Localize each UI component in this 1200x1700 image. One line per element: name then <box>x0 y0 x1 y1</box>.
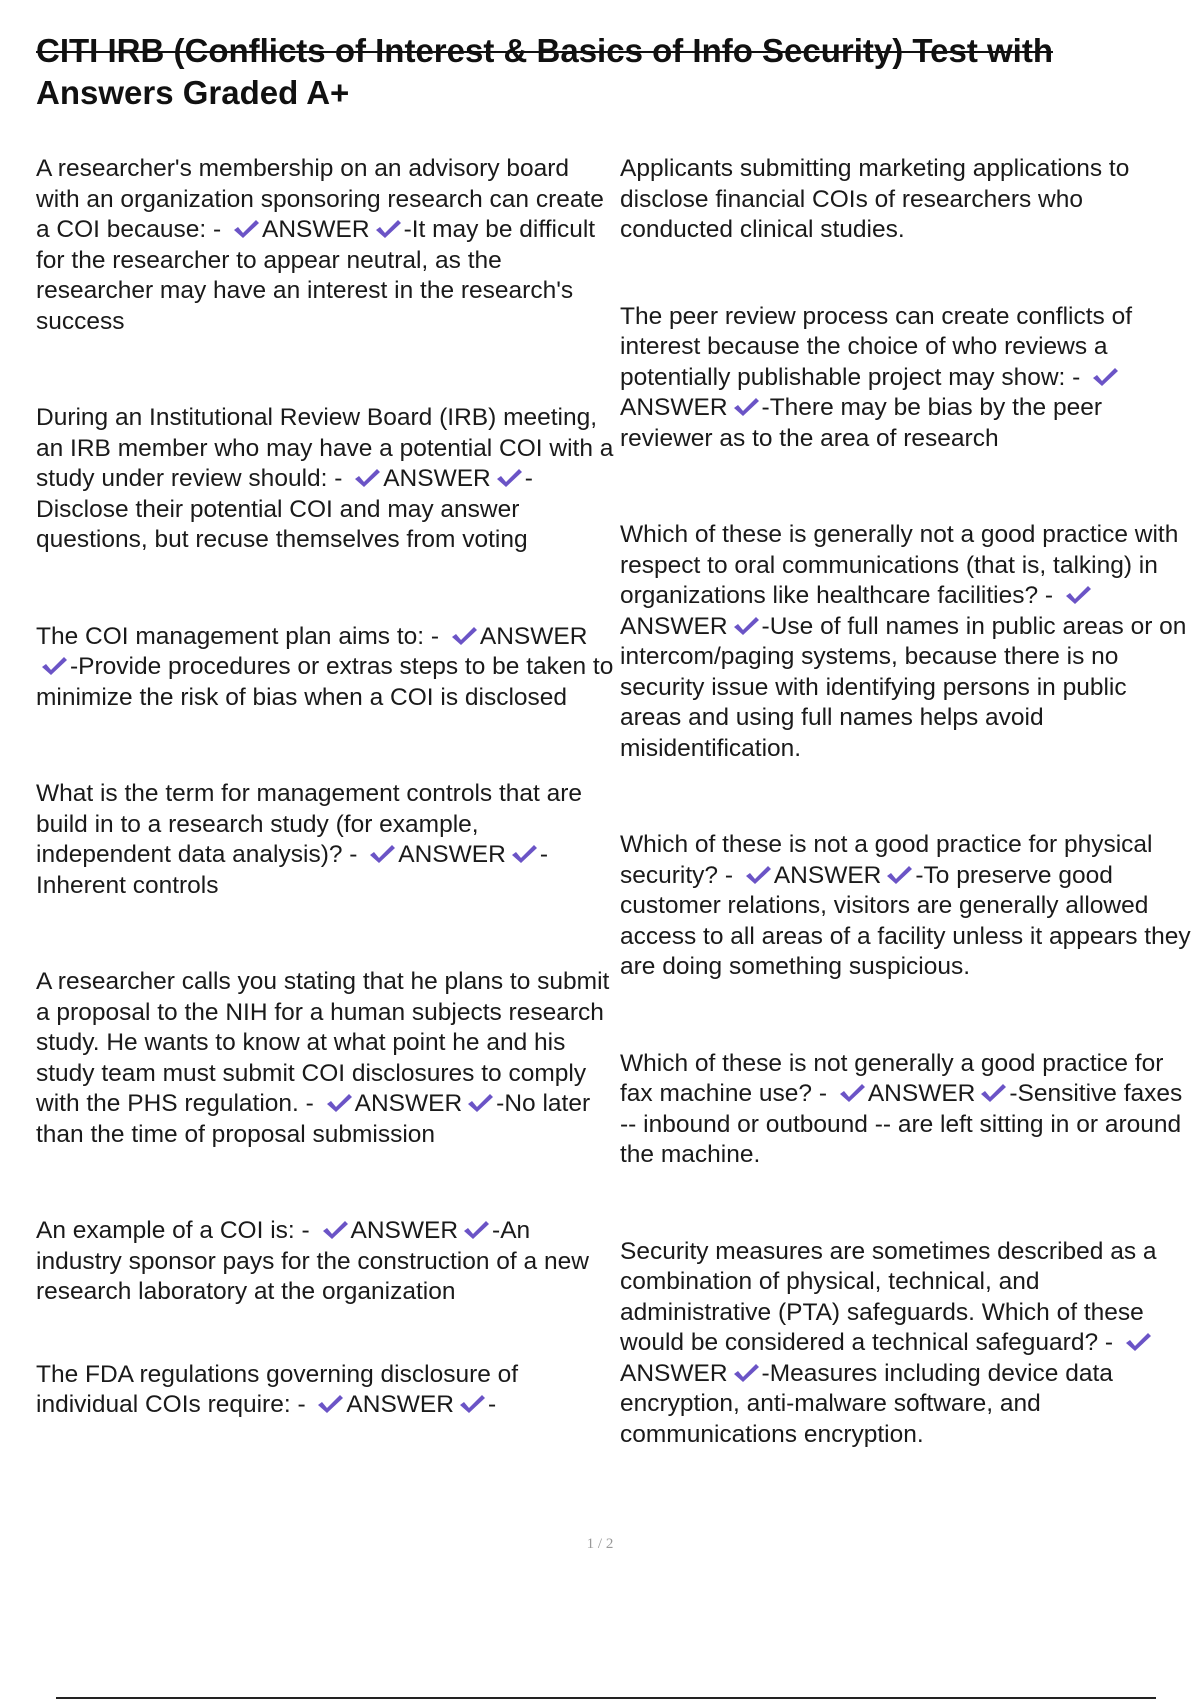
qa-answer: - <box>487 1391 497 1418</box>
checkmark-icon <box>495 467 523 489</box>
bottom-divider <box>56 1697 1156 1699</box>
qa-answer: -No later than the time of proposal submission <box>36 1090 591 1148</box>
qa-question: A researcher calls you stating that he plans to submit a proposal to the NIH for a human subjects research study. He wants to know at what point he and his study team must submit COI disclosures to comply with the PHS regulation. - <box>36 968 610 1117</box>
answer-label: ANSWER <box>479 622 588 650</box>
qa-answer: -Disclose their potential COI and may answer questions, but recuse themselves from voting <box>36 465 533 553</box>
answer-label: ANSWER <box>398 841 506 868</box>
qa-question: Which of these is not generally a good practice for fax machine use? - <box>620 1049 1164 1107</box>
qa-item <box>36 154 614 337</box>
checkmark-icon <box>732 396 760 418</box>
checkmark-icon <box>462 1219 490 1241</box>
qa-question: Which of these is generally not a good practice with respect to oral communications (that is, talking) in organizations like healthcare facilities? - <box>620 521 1179 609</box>
qa-item <box>36 779 614 901</box>
qa-question: The COI management plan aims to: - <box>36 622 440 650</box>
qa-question: Which of these is not a good practice for physical security? - <box>620 831 1153 889</box>
qa-item <box>36 1216 614 1308</box>
page-title <box>36 30 1166 114</box>
right-column <box>620 154 1192 1450</box>
qa-item <box>620 520 1192 764</box>
checkmark-icon <box>368 843 396 865</box>
qa-item <box>36 1360 614 1421</box>
qa-item <box>620 154 1192 246</box>
qa-question: An example of a COI is: - <box>36 1217 310 1244</box>
qa-item <box>36 622 614 714</box>
answer-label: ANSWER <box>773 861 882 889</box>
qa-question: What is the term for management controls that are build in to a research study (for example, independent data analysis)? - <box>36 780 583 868</box>
qa-question: Security measures are sometimes described as a combination of physical, technical, and administrative (PTA) safeguards. Which of these would be considered a technical safeguard? - <box>620 1237 1157 1356</box>
checkmark-icon <box>1091 366 1119 388</box>
left-column <box>36 154 614 1421</box>
qa-answer: -Sensitive faxes -- inbound or outbound -- are left sitting in or around the machine. <box>620 1080 1183 1168</box>
checkmark-icon <box>744 864 772 886</box>
checkmark-icon <box>40 655 68 677</box>
answer-label: ANSWER <box>620 394 728 421</box>
checkmark-icon <box>232 218 260 240</box>
qa-answer: -Measures including device data encryption, anti-malware software, and communications encryption. <box>620 1359 1113 1448</box>
qa-question: A researcher's membership on an advisory board with an organization sponsoring research can create a COI because: - <box>36 155 604 243</box>
qa-question: The FDA regulations governing disclosure of individual COIs require: - <box>36 1360 519 1418</box>
checkmark-icon <box>732 615 760 637</box>
answer-label: ANSWER <box>620 612 728 640</box>
qa-answer: -Use of full names in public areas or on intercom/paging systems, because there is no security issue with identifying persons in public areas and using full names helps avoid misidentification. <box>620 612 1187 762</box>
qa-text: Applicants submitting marketing applications to disclose financial COIs of researchers who conducted clinical studies. <box>620 155 1130 243</box>
checkmark-icon <box>353 467 381 489</box>
title-line-1: CITI IRB (Conflicts of Interest & Basics of Info Security) Test with <box>36 32 1053 69</box>
qa-item <box>36 967 614 1150</box>
page-number: 1 / 2 <box>586 1536 614 1552</box>
checkmark-icon <box>979 1082 1007 1104</box>
qa-answer: -An industry sponsor pays for the construction of a new research laboratory at the organization <box>36 1217 589 1305</box>
answer-label: ANSWER <box>354 1090 463 1117</box>
qa-answer: -It may be difficult for the researcher to appear neutral, as the researcher may have an interest in the research's success <box>36 216 596 335</box>
checkmark-icon <box>321 1219 349 1241</box>
checkmark-icon <box>1064 584 1092 606</box>
qa-item <box>620 1049 1192 1171</box>
checkmark-icon <box>316 1393 344 1415</box>
qa-question: The peer review process can create conflicts of interest because the choice of who reviews a potentially publishable project may show: - <box>620 302 1133 391</box>
qa-item <box>620 830 1192 983</box>
answer-label: ANSWER <box>346 1391 454 1418</box>
qa-item <box>620 302 1192 455</box>
answer-label: ANSWER <box>620 1359 728 1387</box>
title-line-2: Answers Graded A+ <box>36 74 350 111</box>
answer-label: ANSWER <box>383 465 491 492</box>
checkmark-icon <box>732 1362 760 1384</box>
qa-answer: -There may be bias by the peer reviewer as to the area of research <box>620 394 1102 452</box>
qa-answer: -Provide procedures or extras steps to be taken to minimize the risk of bias when a COI is disclosed <box>36 653 614 711</box>
checkmark-icon <box>450 625 478 647</box>
checkmark-icon <box>885 864 913 886</box>
answer-label: ANSWER <box>350 1217 459 1244</box>
qa-item <box>620 1237 1192 1451</box>
checkmark-icon <box>374 218 402 240</box>
qa-answer: -Inherent controls <box>36 841 548 899</box>
qa-answer: -To preserve good customer relations, visitors are generally allowed access to all areas of a facility unless it appears they are doing something suspicious. <box>620 861 1191 980</box>
qa-item <box>36 403 614 556</box>
checkmark-icon <box>325 1092 353 1114</box>
qa-question: During an Institutional Review Board (IRB) meeting, an IRB member who may have a potential COI with a study under review should: - <box>36 404 614 492</box>
answer-label: ANSWER <box>867 1080 976 1107</box>
checkmark-icon <box>838 1082 866 1104</box>
answer-label: ANSWER <box>262 216 370 243</box>
checkmark-icon <box>458 1393 486 1415</box>
checkmark-icon <box>510 843 538 865</box>
checkmark-icon <box>466 1092 494 1114</box>
checkmark-icon <box>1124 1331 1152 1353</box>
